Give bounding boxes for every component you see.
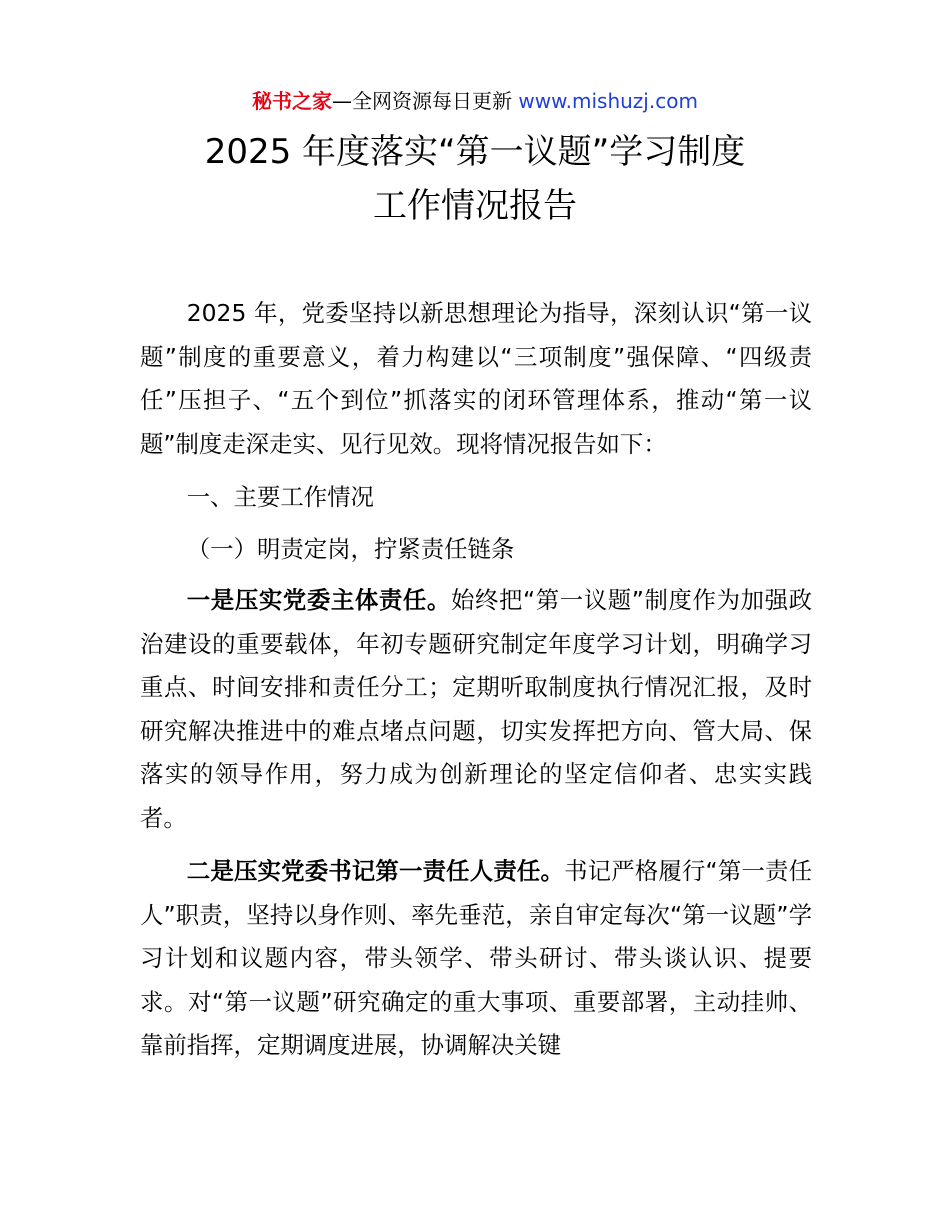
document-title-line-2: 工作情况报告: [373, 186, 577, 226]
document-body: [140, 292, 812, 1068]
site-url-link[interactable]: www.mishuzj.com: [518, 89, 698, 113]
item-2-lead: 二是压实党委书记第一责任人责任。: [186, 857, 565, 885]
item-paragraph-2: [140, 850, 812, 1068]
site-header: [0, 86, 950, 116]
header-slogan: —全网资源每日更新: [332, 89, 519, 113]
document-title-line-1: 2025 年度落实“第一议题”学习制度: [204, 132, 746, 172]
brand-name: 秘书之家: [252, 89, 333, 113]
subsection-heading: （一）明责定岗，拧紧责任链条: [186, 534, 515, 563]
item-1-text: 始终把“第一议题”制度作为加强政治建设的重要载体，年初专题研究制定年度学习计划，明确学习重点、时间安排和责任分工；定期听取制度执行情况汇报，及时研究解决推进中的难点堵点问题，切实发挥把方向、管大局、保落实的领导作用，努力成为创新理论的坚定信仰者、忠实实践者。: [140, 586, 812, 832]
section-heading: 一、主要工作情况: [186, 483, 374, 511]
intro-paragraph: 2025 年，党委坚持以新思想理论为指导，深刻认识“第一议题”制度的重要意义，着力构建以“三项制度”强保障、“四级责任”压担子、“五个到位”抓落实的闭环管理体系，推动“第一议题”制度走深走实、见行见效。现将情况报告如下：: [140, 299, 812, 458]
item-2-text: 书记严格履行“第一责任人”职责，坚持以身作则、率先垂范，亲自审定每次“第一议题”学习计划和议题内容，带头领学、带头研讨、带头谈认识、提要求。对“第一议题”研究确定的重大事项、重要部署，主动挂帅、靠前指挥，定期调度进展，协调解决关键: [140, 857, 812, 1059]
item-paragraph-1: [140, 579, 812, 840]
item-1-lead: 一是压实党委主体责任。: [186, 586, 451, 614]
